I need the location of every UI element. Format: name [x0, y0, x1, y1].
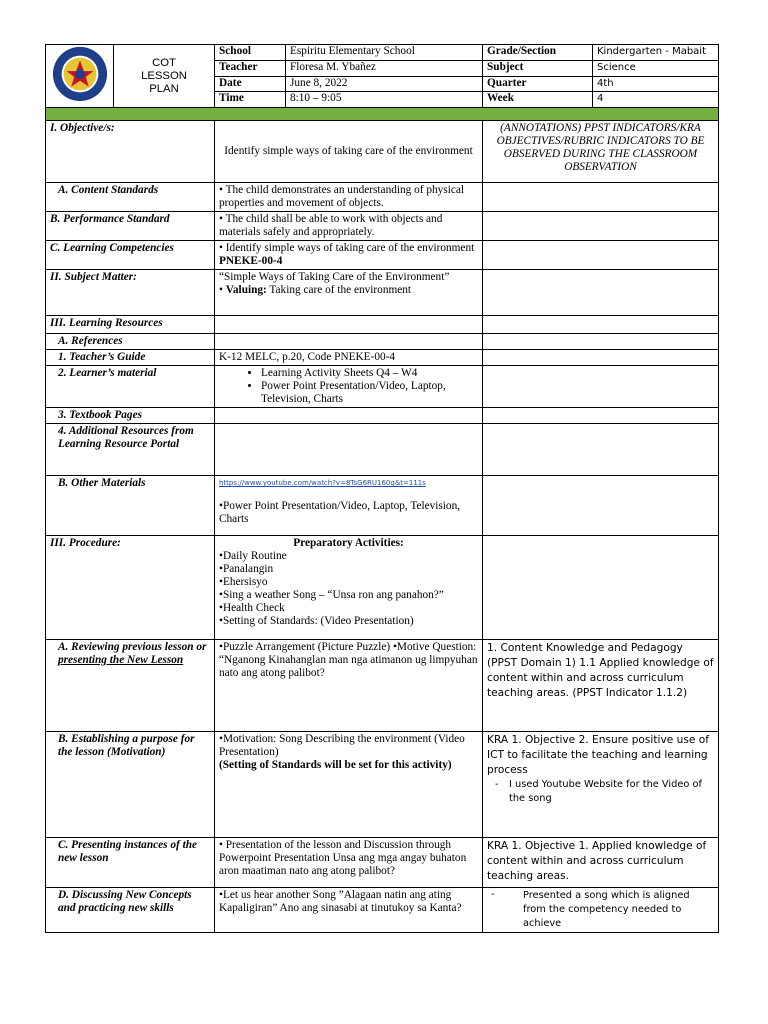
- learners-material-list: [215, 366, 483, 408]
- step-a-label-text: A. Reviewing previous lesson or: [58, 641, 207, 653]
- subject-label: Subject: [483, 60, 593, 76]
- step-b-motivation: •Motivation: Song Describing the environment (Video Presentation): [219, 733, 465, 758]
- teachers-guide-annotation: [483, 350, 719, 366]
- learners-item: • Learning Activity Sheets Q4 – W4: [261, 367, 478, 380]
- learning-resources-label: III. Learning Resources: [46, 316, 215, 334]
- competencies-annotation: [483, 241, 719, 270]
- step-d-label: D. Discussing New Concepts and practicing new skills: [46, 888, 215, 933]
- references-annotation: [483, 334, 719, 350]
- annotations-heading: (ANNOTATIONS) PPST INDICATORS/KRA OBJECTIVES/RUBRIC INDICATORS TO BE OBSERVED DURING THE CLASSROOM OBSERVATION: [483, 121, 719, 183]
- references-text: [215, 334, 483, 350]
- prep-item: •Setting of Standards: (Video Presentation): [219, 615, 414, 627]
- teacher-label: Teacher: [215, 60, 286, 76]
- lesson-plan-page: [45, 44, 718, 933]
- additional-resources-text: [215, 424, 483, 476]
- step-c-annotation: KRA 1. Objective 1. Applied knowledge of content within and across curriculum teaching areas.: [483, 838, 719, 888]
- competencies-label: C. Learning Competencies: [46, 241, 215, 270]
- prep-item: •Panalangin: [219, 563, 274, 575]
- additional-resources-label: 4. Additional Resources from Learning Resource Portal: [46, 424, 215, 476]
- subject-value: Science: [593, 60, 719, 76]
- objectives-label: I. Objective/s:: [46, 121, 215, 183]
- date-value: June 8, 2022: [286, 76, 483, 92]
- title-line-1: COT: [152, 56, 176, 69]
- learners-material-annotation: [483, 366, 719, 408]
- subject-matter-title: “Simple Ways of Taking Care of the Environment”: [219, 271, 450, 283]
- week-value: 4: [593, 92, 719, 108]
- title-line-3: PLAN: [149, 82, 179, 95]
- references-label: A. References: [46, 334, 215, 350]
- step-b-text: [215, 732, 483, 838]
- teacher-value: Floresa M. Ybañez: [286, 60, 483, 76]
- teachers-guide-text: K-12 MELC, p.20, Code PNEKE-00-4: [215, 350, 483, 366]
- step-a-label: [46, 640, 215, 732]
- step-c-text: • Presentation of the lesson and Discussion through Powerpoint Presentation Unsa ang mga angay buhaton aron maatiman nato ang atong palibot?: [215, 838, 483, 888]
- procedure-label: III. Procedure:: [46, 536, 215, 640]
- step-b-kra: KRA 1. Objective 2. Ensure positive use of ICT to facilitate the teaching and learning process: [487, 734, 709, 776]
- learners-material-label: 2. Learner’s material: [46, 366, 215, 408]
- preparatory-activities: [215, 536, 483, 640]
- quarter-label: Quarter: [483, 76, 593, 92]
- green-band: [46, 108, 719, 121]
- textbook-pages-label: 3. Textbook Pages: [46, 408, 215, 424]
- learning-resources-annotation: [483, 316, 719, 334]
- preparatory-title: Preparatory Activities:: [293, 537, 404, 549]
- youtube-link[interactable]: https://www.youtube.com/watch?v=8TsG6RU160g&t=111s: [219, 479, 426, 487]
- grade-label: Grade/Section: [483, 45, 593, 61]
- other-materials-label: B. Other Materials: [46, 476, 215, 536]
- school-label: School: [215, 45, 286, 61]
- grade-value: Kindergarten - Mabait: [593, 45, 719, 61]
- cot-lesson-plan-title: [114, 45, 215, 108]
- textbook-pages-text: [215, 408, 483, 424]
- prep-item: •Health Check: [219, 602, 285, 614]
- subject-matter-annotation: [483, 270, 719, 316]
- other-materials-list: •Power Point Presentation/Video, Laptop, Television, Charts: [219, 500, 461, 525]
- lesson-plan-table: [45, 44, 719, 933]
- other-materials-annotation: [483, 476, 719, 536]
- performance-standard-text: • The child shall be able to work with objects and materials safely and appropriately.: [215, 212, 483, 241]
- step-b-label: B. Establishing a purpose for the lesson (Motivation): [46, 732, 215, 838]
- other-materials-text: [215, 476, 483, 536]
- title-line-2: LESSON: [141, 69, 187, 82]
- subject-matter-text: [215, 270, 483, 316]
- step-b-kra-note: - I used Youtube Website for the Video of the song: [487, 778, 714, 806]
- valuing-line: • Valuing: Taking care of the environment: [219, 284, 412, 296]
- deped-seal: [46, 45, 114, 108]
- performance-standard-annotation: [483, 212, 719, 241]
- learners-item: • Power Point Presentation/Video, Laptop, Television, Charts: [261, 380, 478, 406]
- step-a-label-underlined: presenting the New Lesson: [58, 654, 184, 666]
- performance-standard-label: B. Performance Standard: [46, 212, 215, 241]
- additional-resources-annotation: [483, 424, 719, 476]
- step-b-standards-note: (Setting of Standards will be set for this activity): [219, 759, 452, 771]
- valuing-label: Valuing:: [225, 284, 267, 296]
- week-label: Week: [483, 92, 593, 108]
- competencies-code: PNEKE-00-4: [219, 255, 283, 267]
- prep-item: •Sing a weather Song – “Unsa ron ang panahon?”: [219, 589, 444, 601]
- prep-item: •Daily Routine: [219, 550, 287, 562]
- quarter-value: 4th: [593, 76, 719, 92]
- school-value: Espiritu Elementary School: [286, 45, 483, 61]
- content-standards-label: A. Content Standards: [46, 183, 215, 212]
- deped-seal-icon: [51, 45, 109, 103]
- competencies-desc: • Identify simple ways of taking care of the environment: [219, 242, 475, 254]
- content-standards-text: • The child demonstrates an understanding of physical properties and movement of objects.: [215, 183, 483, 212]
- textbook-pages-annotation: [483, 408, 719, 424]
- step-d-annotation: - Presented a song which is aligned from the competency needed to achieve: [483, 888, 719, 933]
- step-a-text: •Puzzle Arrangement (Picture Puzzle) •Motive Question: “Nganong Kinahanglan man nga atimanon ug limpyuhan nato ang atong palibot?: [215, 640, 483, 732]
- objectives-text: Identify simple ways of taking care of the environment: [215, 121, 483, 183]
- prep-item: •Ehersisyo: [219, 576, 268, 588]
- learning-resources-text: [215, 316, 483, 334]
- content-standards-annotation: [483, 183, 719, 212]
- subject-matter-label: II. Subject Matter:: [46, 270, 215, 316]
- date-label: Date: [215, 76, 286, 92]
- time-label: Time: [215, 92, 286, 108]
- teachers-guide-label: 1. Teacher’s Guide: [46, 350, 215, 366]
- step-b-annotation: [483, 732, 719, 838]
- step-c-label: C. Presenting instances of the new lesson: [46, 838, 215, 888]
- competencies-text: [215, 241, 483, 270]
- time-value: 8:10 – 9:05: [286, 92, 483, 108]
- step-d-text: •Let us hear another Song ”Alagaan natin ang ating Kapaligiran” Ano ang sinasabi at tinutukoy sa Kanta?: [215, 888, 483, 933]
- procedure-annotation: [483, 536, 719, 640]
- valuing-text: Taking care of the environment: [266, 284, 412, 296]
- step-a-annotation: 1. Content Knowledge and Pedagogy (PPST Domain 1) 1.1 Applied knowledge of content within and across curriculum teaching areas. (PPST Indicator 1.1.2): [483, 640, 719, 732]
